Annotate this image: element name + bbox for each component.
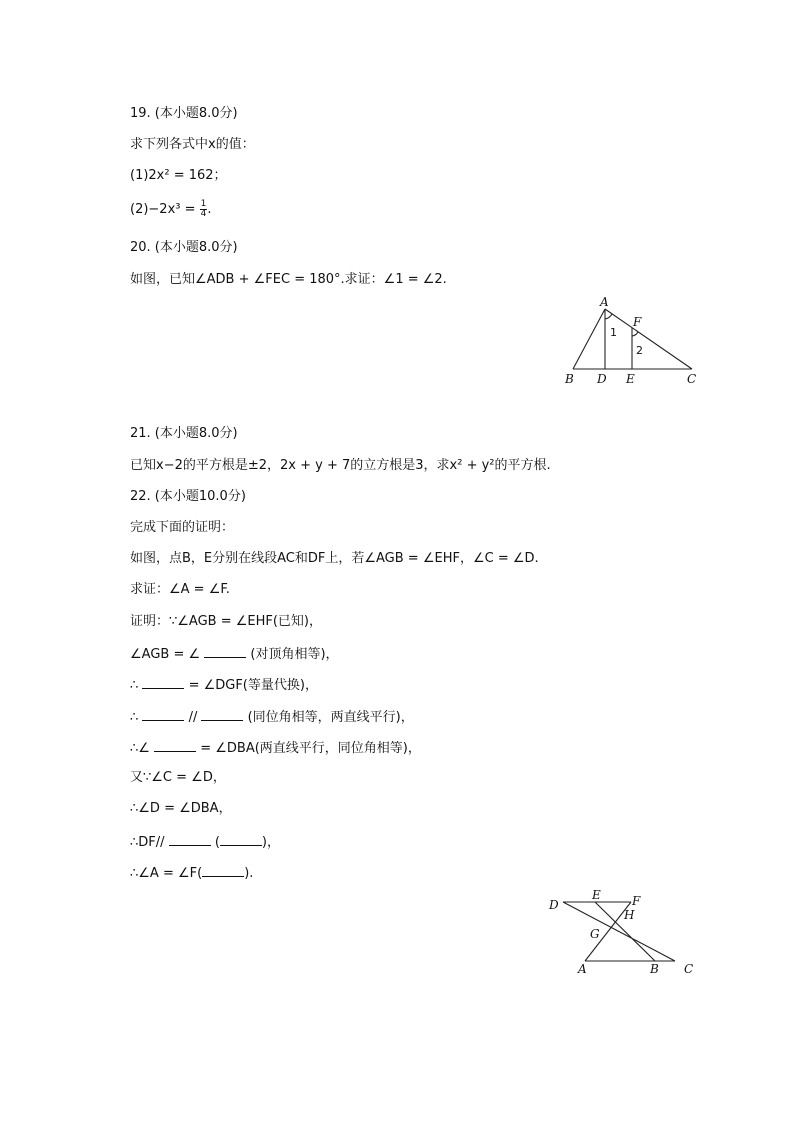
answer-blank-4[interactable] [201,708,243,721]
label-d: D [549,898,559,912]
q19-header: 19. (本小题8.0分) [130,106,238,121]
q22-line-5 [130,645,339,663]
q22-line-6-b: = ∠DGF(等量代换)， [188,678,318,693]
answer-blank-7[interactable] [220,833,262,846]
q22-parallel-lines-figure [545,885,705,980]
label-c: C [687,372,697,386]
segment-ac [605,309,692,369]
label-e: E [592,888,601,902]
q19-part2 [130,200,212,219]
q22-line-6-a: ∴ [130,678,139,693]
label-h: H [624,908,635,922]
label-b: B [565,372,574,386]
answer-blank-1[interactable] [204,645,246,658]
q20-triangle-figure [560,295,710,390]
q19-fraction-numerator: 1 [200,199,207,209]
label-e: E [626,372,635,386]
label-a: A [600,295,609,309]
q22-line-11-c: )， [261,835,280,850]
q19-fraction-denominator: 4 [200,209,207,219]
label-g: G [590,927,600,941]
q19-prompt: 求下列各式中x的值： [130,137,255,152]
q19-part1: (1)2x² = 162； [130,168,227,183]
q22-line-4: 证明：∵∠AGB = ∠EHF(已知)， [130,614,323,629]
q22-line-11 [130,833,280,851]
label-b: B [650,962,659,976]
label-a: A [578,962,587,976]
q19-part2-end: . [207,202,212,217]
q22-line-12-a: ∴∠A = ∠F( [130,866,203,881]
q22-line-11-b: ( [214,835,220,850]
q22-line-12 [130,864,253,882]
q22-line-5-a: ∠AGB = ∠ [130,647,201,662]
answer-blank-5[interactable] [154,739,196,752]
angle-1-arc [605,314,612,319]
segment-ab [573,309,605,369]
answer-blank-2[interactable] [142,676,184,689]
answer-blank-3[interactable] [142,708,184,721]
q22-line-12-b: ). [244,866,254,881]
label-d: D [597,372,607,386]
q22-line-8-b: = ∠DBA(两直线平行，同位角相等)， [200,741,421,756]
q21-header: 21. (本小题8.0分) [130,426,238,441]
q22-line-6 [130,676,318,694]
q22-line-11-a: ∴DF// [130,835,165,850]
label-angle-2: 2 [636,344,643,357]
label-f: F [632,894,641,908]
q22-line-2: 如图，点B，E分别在线段AC和DF上，若∠AGB = ∠EHF，∠C = ∠D. [130,551,539,566]
q22-header: 22. (本小题10.0分) [130,489,246,504]
q22-line-3: 求证：∠A = ∠F. [130,582,230,597]
label-f: F [633,315,642,329]
answer-blank-8[interactable] [202,864,244,877]
q22-line-9: 又∵∠C = ∠D， [130,770,226,785]
q22-line-5-b: (对顶角相等)， [250,647,339,662]
q20-header: 20. (本小题8.0分) [130,240,238,255]
q22-line-7-c: (同位角相等，两直线平行)， [247,710,414,725]
q22-line-8 [130,739,421,757]
label-angle-1: 1 [610,326,617,339]
q20-text: 如图，已知∠ADB + ∠FEC = 180°.求证：∠1 = ∠2. [130,272,447,287]
q21-text: 已知x−2的平方根是±2，2x + y + 7的立方根是3，求x² + y²的平方根. [130,458,551,473]
q22-line-7-b: // [188,710,198,725]
q22-line-10: ∴∠D = ∠DBA， [130,801,232,816]
q22-line-8-a: ∴∠ [130,741,150,756]
q19-part2-left: (2)−2x³ = [130,202,200,217]
label-c: C [684,962,694,976]
q22-line-7-a: ∴ [130,710,139,725]
segment-dc [563,902,675,961]
q22-line-7 [130,708,414,726]
answer-blank-6[interactable] [169,833,211,846]
angle-2-arc [632,332,638,336]
q22-line-1: 完成下面的证明： [130,520,235,535]
